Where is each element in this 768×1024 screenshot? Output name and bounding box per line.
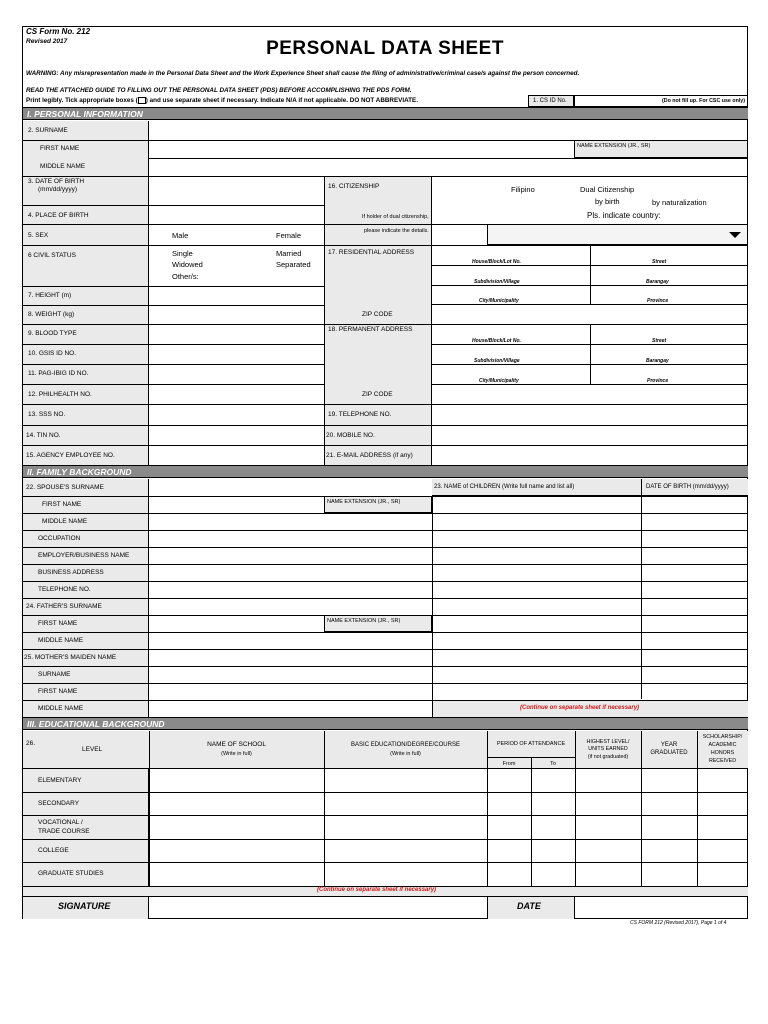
education-number: 26.	[26, 740, 36, 747]
checkbox-icon	[138, 97, 146, 104]
year-header-a: YEAR	[660, 742, 678, 748]
period-header: PERIOD OF ATTENDANCE	[496, 741, 566, 747]
father-first-name-label: FIRST NAME	[38, 620, 78, 627]
spouse-name-extension-field[interactable]: NAME EXTENSION (JR., SR)	[324, 496, 432, 513]
res-street-label: Street	[652, 259, 667, 265]
dual-note-a: If holder of dual citizenship,	[362, 214, 429, 220]
perm-street-label: Street	[652, 338, 667, 344]
education-continue-note: (Continue on separate sheet if necessary)	[317, 887, 437, 893]
footer-form-page: CS FORM 212 (Revised 2017), Page 1 of 4	[630, 920, 727, 926]
dual-note-b: please indicate the details.	[364, 228, 429, 234]
print-instruction-b: ) and use separate sheet if necessary. Indicate N/A if not applicable. DO NOT ABBREVIATE.	[145, 97, 418, 105]
level-header: LEVEL	[82, 746, 103, 753]
date-label: DATE	[517, 901, 541, 911]
spouse-middle-name-label: MIDDLE NAME	[42, 518, 88, 525]
res-zipcode-label: ZIP CODE	[362, 311, 393, 318]
level-elementary: ELEMENTARY	[38, 777, 82, 784]
signature-field[interactable]	[150, 897, 487, 919]
honors-header-c: HONORS	[710, 750, 735, 756]
employer-label: EMPLOYER/BUSINESS NAME	[38, 552, 130, 559]
cs-single-option[interactable]: Single	[172, 249, 193, 258]
height-label: 7. HEIGHT (m)	[28, 292, 72, 299]
course-header-sub: (Write in full)	[390, 751, 421, 757]
pagibig-label: 11. PAG-IBIG ID NO.	[28, 370, 89, 377]
perm-barangay-label: Barangay	[646, 358, 669, 364]
surname-label: 2. SURNAME	[28, 127, 68, 134]
weight-label: 8. WEIGHT (kg)	[28, 311, 75, 318]
year-header-b: GRADUATED	[650, 750, 688, 756]
spouse-surname-label: 22. SPOUSE'S SURNAME	[26, 484, 104, 491]
father-name-extension-field[interactable]: NAME EXTENSION (JR., SR)	[324, 615, 432, 632]
blood-type-label: 9. BLOOD TYPE	[28, 330, 77, 337]
citizenship-label: 16. CITIZENSHIP	[328, 183, 380, 190]
father-middle-name-label: MIDDLE NAME	[38, 637, 84, 644]
tin-label: 14. TIN NO.	[26, 432, 61, 439]
perm-house-label: House/Block/Lot No.	[472, 338, 521, 344]
honors-header-a: SCHOLARSHIP/	[702, 734, 743, 740]
level-trade-course: TRADE COURSE	[38, 828, 90, 835]
cs-id-field[interactable]: (Do not fill up. For CSC use only)	[574, 95, 748, 107]
course-header: BASIC EDUCATION/DEGREE/COURSE	[351, 742, 460, 748]
page-title: PERSONAL DATA SHEET	[266, 38, 504, 59]
telephone-label: 19. TELEPHONE NO.	[328, 411, 392, 418]
mother-maiden-label: 25. MOTHER'S MAIDEN NAME	[24, 654, 117, 661]
res-house-label: House/Block/Lot No.	[472, 259, 521, 265]
spouse-telephone-label: TELEPHONE NO.	[38, 586, 91, 593]
cit-by-birth-option[interactable]: by birth	[595, 197, 620, 206]
res-barangay-label: Barangay	[646, 279, 669, 285]
triangle-down-icon	[729, 232, 741, 238]
cs-others-option[interactable]: Other/s:	[172, 272, 199, 281]
res-city-label: City/Municipality	[479, 298, 519, 304]
mother-middle-name-label: MIDDLE NAME	[38, 705, 84, 712]
highest-header-b: UNITS EARNED	[588, 746, 628, 752]
school-header-sub: (Write in full)	[221, 751, 252, 757]
signature-label: SIGNATURE	[58, 901, 111, 911]
highest-header-a: HIGHEST LEVEL/	[586, 739, 630, 745]
section-personal-information: I. PERSONAL INFORMATION	[23, 107, 748, 120]
business-address-label: BUSINESS ADDRESS	[38, 569, 104, 576]
name-extension-field[interactable]: NAME EXTENSION (JR., SR)	[574, 140, 748, 158]
date-field[interactable]	[576, 897, 748, 919]
highest-header-c: (if not graduated)	[587, 754, 629, 760]
father-surname-label: 24. FATHER'S SURNAME	[26, 603, 102, 610]
form-number: CS Form No. 212	[26, 27, 91, 36]
agency-employee-label: 15. AGENCY EMPLOYEE NO.	[26, 452, 115, 459]
country-select[interactable]	[487, 224, 748, 245]
honors-header-b: ACADEMIC	[708, 742, 737, 748]
sex-male-option[interactable]: Male	[172, 231, 189, 240]
mobile-label: 20. MOBILE NO.	[326, 432, 375, 439]
dob-label: 3. DATE OF BIRTH	[28, 178, 85, 185]
pob-label: 4. PLACE OF BIRTH	[28, 212, 89, 219]
level-secondary: SECONDARY	[38, 800, 80, 807]
mother-first-name-label: FIRST NAME	[38, 688, 78, 695]
level-vocational: VOCATIONAL /	[38, 819, 83, 826]
civil-status-label: 6 CIVIL STATUS	[28, 252, 76, 259]
cs-separated-option[interactable]: Separated	[276, 260, 311, 269]
res-province-label: Province	[647, 298, 669, 304]
cs-widowed-option[interactable]: Widowed	[172, 260, 203, 269]
honors-header-d: RECEIVED	[708, 758, 737, 764]
middle-name-label: MIDDLE NAME	[40, 163, 86, 170]
children-dob-label: DATE OF BIRTH (mm/dd/yyyy)	[646, 484, 729, 490]
cs-id-label-box: 1. CS ID No.	[528, 95, 574, 107]
perm-province-label: Province	[647, 378, 669, 384]
guide-text: READ THE ATTACHED GUIDE TO FILLING OUT THE PERSONAL DATA SHEET (PDS) BEFORE ACCOMPLISHING THE PDS FORM.	[26, 87, 412, 94]
mother-surname-label: SURNAME	[38, 671, 71, 678]
residential-address-label: 17. RESIDENTIAL ADDRESS	[328, 249, 415, 256]
cit-filipino-option[interactable]: Filipino	[511, 185, 535, 194]
period-from-header: From	[502, 761, 516, 767]
res-subdivision-label: Subdivision/Village	[474, 279, 520, 285]
spouse-first-name-label: FIRST NAME	[42, 501, 82, 508]
occupation-label: OCCUPATION	[38, 535, 81, 542]
children-label: 23. NAME of CHILDREN (Write full name and list all)	[434, 484, 575, 490]
philhealth-label: 12. PHILHEALTH NO.	[28, 391, 92, 398]
school-header: NAME OF SCHOOL	[207, 741, 266, 748]
cit-country-label: Pls. indicate country:	[587, 211, 661, 220]
cit-dual-option[interactable]: Dual Citizenship	[580, 185, 635, 194]
cit-naturalization-option[interactable]: by naturalization	[652, 198, 707, 207]
period-to-header: To	[550, 761, 556, 767]
permanent-address-label: 18. PERMANENT ADDRESS	[328, 326, 413, 333]
section-educational-background: III. EDUCATIONAL BACKGROUND	[23, 717, 748, 730]
print-instruction	[26, 97, 418, 105]
sex-label: 5. SEX	[28, 232, 49, 239]
warning-text: WARNING: Any misrepresentation made in the Personal Data Sheet and the Work Experience Sheet shall cause the filing of administrative/criminal case/s against the person concerned.	[26, 70, 580, 77]
perm-city-label: City/Municipality	[479, 378, 519, 384]
dob-format-label: (mm/dd/yyyy)	[38, 186, 77, 193]
perm-zipcode-label: ZIP CODE	[362, 391, 393, 398]
sss-label: 13. SSS NO.	[28, 411, 66, 418]
email-label: 21. E-MAIL ADDRESS (if any)	[326, 452, 413, 459]
section-family-background: II. FAMILY BACKGROUND	[23, 465, 748, 478]
form-revised: Revised 2017	[26, 38, 68, 45]
first-name-label: FIRST NAME	[40, 145, 80, 152]
print-instruction-a: Print legibly. Tick appropriate boxes (	[26, 97, 138, 105]
perm-subdivision-label: Subdivision/Village	[474, 358, 520, 364]
children-continue-note: (Continue on separate sheet if necessary)	[520, 705, 640, 711]
level-graduate-studies: GRADUATE STUDIES	[38, 870, 104, 877]
sex-female-option[interactable]: Female	[276, 231, 302, 240]
cs-married-option[interactable]: Married	[276, 249, 302, 258]
gsis-label: 10. GSIS ID NO.	[28, 350, 77, 357]
level-college: COLLEGE	[38, 847, 69, 854]
